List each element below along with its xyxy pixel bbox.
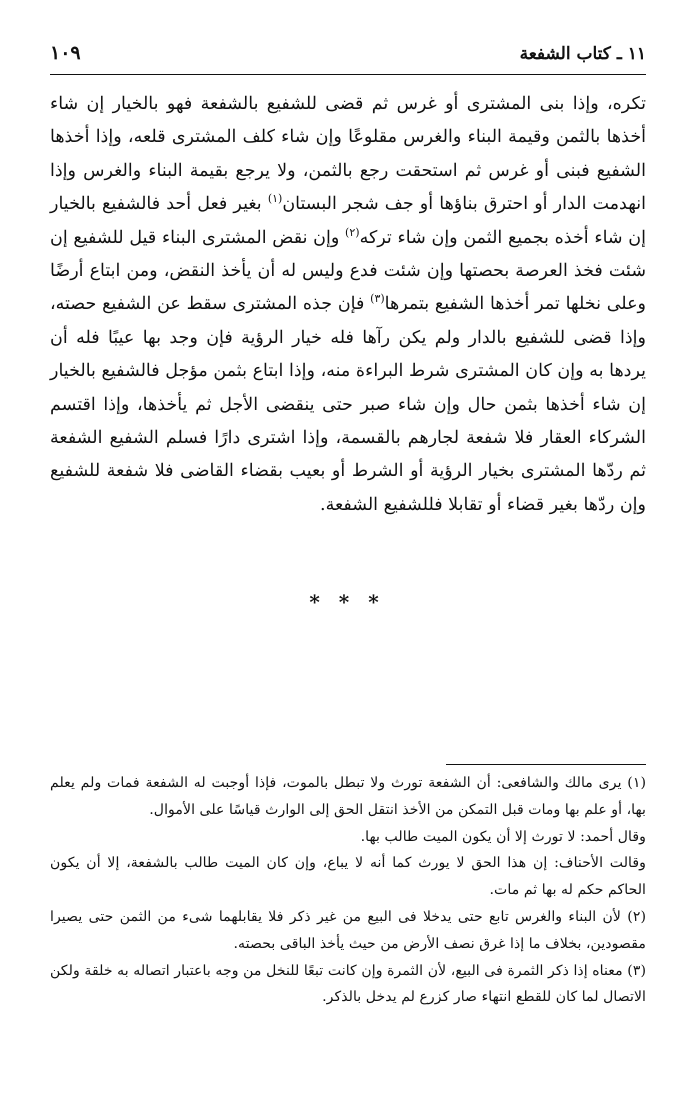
- footnote: (٣) معناه إذا ذكر الثمرة فى البيع، لأن الثمرة وإن كانت تبعًا للنخل من وجه باعتبار اتصاله به خلقة ولكن الاتصال لما كان للقطع انتهاء صار كزرع لم يدخل بالذكر.: [50, 962, 646, 1006]
- text-segment: وإن نقض المشترى البناء قيل للشفيع إن شئت فخذ العرصة بحصتها وإن شئت فدع وليس له أن يأخذ النقض، ومن ابتاع أرضًا وعلى نخلها تمر أخذها الشفيع بتمرها: [50, 227, 646, 315]
- footnote-marker: (١): [267, 192, 283, 206]
- main-text: [50, 88, 646, 522]
- text-segment: تكره، وإذا بنى المشترى أو غرس ثم قضى للشفيع بالشفعة فهو بالخيار إن شاء أخذها بالثمن وقيمة البناء والغرس مقلوعًا وإن شاء كلف المشترى قلعه، وإذا أخذها الشفيع فبنى أو غرس ثم استحقت رجع بالثمن، ولا يرجع بقيمة البناء والغرس وإذا انهدمت الدار أو احترق بناؤها أو جف شجر البستان: [50, 94, 646, 215]
- footnote: (١) يرى مالك والشافعى: أن الشفعة تورث ولا تبطل بالموت، فإذا أوجبت له الشفعة فمات ولم يعلم بها، أو علم بها ومات قبل التمكن من الأخذ انتقل الحق إلى الوارث قياسًا على الأموال.: [50, 775, 646, 818]
- main-paragraph: [50, 88, 646, 522]
- footnotes: [50, 770, 646, 1011]
- text-segment: فإن جذه المشترى سقط عن الشفيع حصته، وإذا قضى للشفيع بالدار ولم يكن رآها فله خيار الرؤية فإن وجد بها عيبًا فله أن يردها به وإن كان المشترى شرط البراءة منه، وإذا ابتاع بثمن مؤجل فالشفيع بالخيار إن شاء أخذها بثمن حال وإن شاء صبر حتى ينقضى الأجل ثم يأخذها، وإذا اقتسم الشركاء العقار فلا شفعة لجارهم بالقسمة، وإذا اشترى دارًا فسلم الشفيع الشفعة ثم ردّها المشترى بخيار الرؤية أو الشرط أو بعيب بقضاء القاضى فلا شفعة للشفيع وإن ردّها بغير قضاء أو تقابلا فللشفيع الشفعة.: [50, 294, 646, 515]
- chapter-title: ١١ ـ كتاب الشفعة: [519, 44, 646, 64]
- footnote: وقالت الأحناف: إن هذا الحق لا يورث كما أنه لا يباع، وإن كان الميت طالب بالشفعة، إلا أن يكون الحاكم حكم له بها ثم مات.: [50, 855, 646, 899]
- footnote-rule: [446, 764, 646, 765]
- header-rule: [50, 74, 646, 75]
- footnote: (٢) لأن البناء والغرس تابع حتى يدخلا فى البيع من غير ذكر فلا يقابلهما شىء من الثمن حتى يصيرا مقصودين، بخلاف ما إذا غرق نصف الأرض من حيث يأخذ الباقى بحصته.: [50, 908, 646, 952]
- section-separator: * * *: [309, 590, 385, 614]
- footnote: وقال أحمد: لا تورث إلا أن يكون الميت طالب بها.: [360, 828, 646, 845]
- page-number: ١٠٩: [50, 42, 81, 64]
- running-header: [50, 44, 646, 74]
- footnote-marker: (٣): [370, 292, 385, 306]
- footnote-marker: (٢): [345, 225, 360, 239]
- text-segment: بغير فعل أحد فالشفيع بالخيار إن شاء أخذه بجميع الثمن وإن شاء تركه: [50, 194, 646, 248]
